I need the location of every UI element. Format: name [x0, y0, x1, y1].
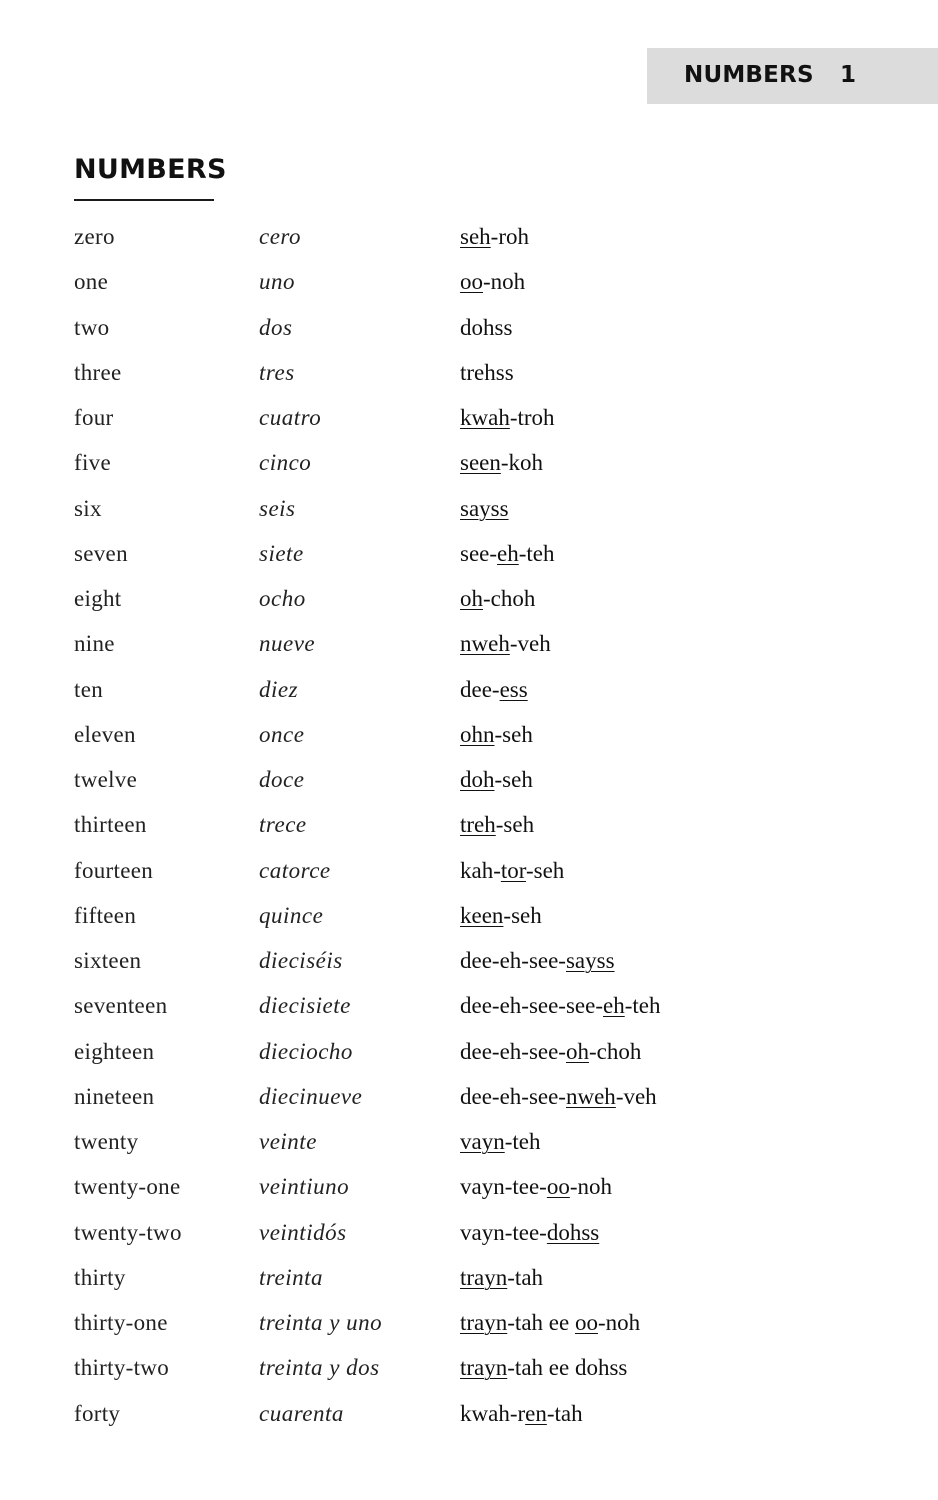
- english-word: forty: [74, 1400, 121, 1426]
- spanish-word: treinta y uno: [259, 1310, 383, 1335]
- english-word: thirty-two: [74, 1355, 169, 1381]
- english-word: twelve: [74, 767, 138, 792]
- spanish-word: cuatro: [259, 405, 322, 430]
- english-word: one: [74, 269, 109, 295]
- pronunciation: [460, 1037, 641, 1067]
- stressed-syllable: eh: [497, 540, 519, 566]
- english-word: five: [74, 450, 111, 476]
- syllable: -roh: [490, 224, 529, 249]
- pronunciation: [460, 222, 529, 252]
- english-word: fourteen: [74, 857, 154, 883]
- stressed-syllable: oh: [460, 586, 483, 611]
- syllable: -noh: [597, 1310, 641, 1335]
- syllable: -teh: [504, 1129, 541, 1154]
- vocabulary-row: [0, 991, 938, 1036]
- pronunciation: [460, 1218, 599, 1248]
- pronunciation: [460, 1399, 583, 1429]
- english-word: eight: [74, 586, 122, 611]
- spanish-word: veintiuno: [259, 1174, 350, 1200]
- stressed-syllable: nweh: [460, 631, 510, 657]
- stressed-syllable: oo: [546, 1174, 570, 1200]
- vocabulary-row: [0, 946, 938, 991]
- spanish-word: veintidós: [259, 1219, 347, 1245]
- syllable: dee-eh-see-: [460, 948, 566, 973]
- vocabulary-row: [0, 765, 938, 810]
- stressed-syllable: sayss: [565, 948, 615, 973]
- syllable: kwah-r: [460, 1400, 526, 1426]
- english-word: nineteen: [74, 1083, 155, 1109]
- syllable: kah-: [460, 857, 501, 883]
- stressed-syllable: dohss: [546, 1219, 600, 1245]
- english-word: eighteen: [74, 1038, 155, 1064]
- vocabulary-list: [0, 222, 938, 1444]
- vocabulary-row: [0, 267, 938, 312]
- syllable: trehss: [460, 359, 514, 385]
- syllable: dee-eh-see-: [460, 1083, 566, 1109]
- pronunciation: [460, 1082, 657, 1112]
- spanish-word: tres: [259, 359, 295, 385]
- spanish-word: dos: [259, 314, 293, 340]
- english-word: three: [74, 359, 122, 385]
- vocabulary-row: [0, 539, 938, 584]
- vocabulary-row: [0, 494, 938, 539]
- syllable: -veh: [509, 631, 551, 657]
- stressed-syllable: seen: [460, 450, 501, 476]
- pronunciation: [460, 856, 564, 886]
- pronunciation: [460, 267, 525, 297]
- pronunciation: [460, 1353, 627, 1383]
- syllable: -seh: [525, 857, 565, 883]
- pronunciation: [460, 1263, 543, 1293]
- stressed-syllable: seh: [460, 224, 491, 249]
- vocabulary-row: [0, 1263, 938, 1308]
- syllable: -seh: [503, 902, 542, 928]
- syllable: -teh: [518, 540, 555, 566]
- running-head: [647, 48, 938, 104]
- vocabulary-row: [0, 1353, 938, 1398]
- vocabulary-row: [0, 584, 938, 629]
- stressed-syllable: trayn: [460, 1310, 508, 1335]
- english-word: nine: [74, 631, 115, 657]
- syllable: -seh: [495, 812, 535, 838]
- stressed-syllable: tor: [500, 857, 526, 883]
- vocabulary-row: [0, 1172, 938, 1217]
- english-word: ten: [74, 676, 103, 702]
- spanish-word: diecisiete: [259, 993, 351, 1019]
- syllable: vayn-tee-: [460, 1174, 547, 1200]
- vocabulary-row: [0, 1082, 938, 1127]
- stressed-syllable: oh: [565, 1038, 589, 1064]
- spanish-word: siete: [259, 540, 304, 566]
- pronunciation: [460, 1308, 640, 1338]
- syllable: -tah ee: [507, 1310, 575, 1335]
- english-word: twenty-two: [74, 1219, 182, 1245]
- pronunciation: [460, 448, 543, 478]
- spanish-word: ocho: [259, 586, 306, 611]
- spanish-word: veinte: [259, 1129, 317, 1154]
- syllable: vayn-tee-: [460, 1219, 547, 1245]
- syllable: -choh: [483, 586, 536, 611]
- spanish-word: diecinueve: [259, 1083, 363, 1109]
- vocabulary-row: [0, 448, 938, 493]
- pronunciation: [460, 991, 660, 1021]
- vocabulary-row: [0, 629, 938, 674]
- pronunciation: [460, 765, 533, 795]
- english-word: sixteen: [74, 948, 142, 973]
- stressed-syllable: eh: [603, 993, 625, 1019]
- english-word: four: [74, 405, 114, 430]
- pronunciation: [460, 629, 551, 659]
- english-word: thirty-one: [74, 1310, 168, 1335]
- stressed-syllable: trayn: [460, 1355, 508, 1381]
- stressed-syllable: keen: [460, 902, 504, 928]
- syllable: -noh: [569, 1174, 613, 1200]
- stressed-syllable: ess: [499, 676, 528, 702]
- stressed-syllable: treh: [460, 812, 496, 838]
- stressed-syllable: ohn: [460, 721, 495, 747]
- english-word: zero: [74, 224, 115, 249]
- english-word: twenty-one: [74, 1174, 181, 1200]
- pronunciation: [460, 584, 535, 614]
- vocabulary-row: [0, 901, 938, 946]
- english-word: eleven: [74, 721, 136, 747]
- stressed-syllable: oo: [460, 269, 483, 295]
- syllable: dee-: [460, 676, 500, 702]
- vocabulary-row: [0, 675, 938, 720]
- english-word: thirteen: [74, 812, 147, 838]
- english-word: two: [74, 314, 110, 340]
- syllable: -choh: [588, 1038, 642, 1064]
- syllable: see-: [460, 540, 498, 566]
- stressed-syllable: vayn: [460, 1129, 505, 1154]
- spanish-word: nueve: [259, 631, 316, 657]
- pronunciation: [460, 810, 534, 840]
- syllable: -tah ee dohss: [507, 1355, 628, 1381]
- english-word: seven: [74, 540, 128, 566]
- pronunciation: [460, 946, 615, 976]
- stressed-syllable: doh: [460, 767, 495, 792]
- syllable: -seh: [494, 767, 533, 792]
- vocabulary-row: [0, 1308, 938, 1353]
- vocabulary-row: [0, 358, 938, 403]
- spanish-word: quince: [259, 902, 324, 928]
- vocabulary-row: [0, 1399, 938, 1444]
- stressed-syllable: en: [525, 1400, 547, 1426]
- vocabulary-row: [0, 403, 938, 448]
- stressed-syllable: trayn: [460, 1264, 508, 1290]
- section-title-rule: [74, 199, 214, 201]
- pronunciation: [460, 403, 555, 433]
- syllable: dohss: [460, 314, 513, 340]
- spanish-word: cinco: [259, 450, 312, 476]
- stressed-syllable: oo: [574, 1310, 598, 1335]
- syllable: -seh: [494, 721, 533, 747]
- vocabulary-row: [0, 1127, 938, 1172]
- spanish-word: trece: [259, 812, 307, 838]
- syllable: -veh: [615, 1083, 657, 1109]
- pronunciation: [460, 494, 509, 524]
- pronunciation: [460, 539, 555, 569]
- spanish-word: dieciséis: [259, 948, 343, 973]
- pronunciation: [460, 675, 528, 705]
- spanish-word: cero: [259, 224, 302, 249]
- english-word: seventeen: [74, 993, 168, 1019]
- pronunciation: [460, 313, 512, 343]
- syllable: -tah: [507, 1264, 544, 1290]
- spanish-word: doce: [259, 767, 305, 792]
- running-head-title: NUMBERS: [684, 62, 814, 88]
- spanish-word: cuarenta: [259, 1400, 344, 1426]
- stressed-syllable: sayss: [460, 495, 509, 521]
- spanish-word: dieciocho: [259, 1038, 353, 1064]
- english-word: fifteen: [74, 902, 137, 928]
- pronunciation: [460, 1127, 540, 1157]
- english-word: thirty: [74, 1264, 126, 1290]
- spanish-word: diez: [259, 676, 299, 702]
- english-word: twenty: [74, 1129, 139, 1154]
- pronunciation: [460, 1172, 612, 1202]
- spanish-word: uno: [259, 269, 295, 295]
- pronunciation: [460, 901, 542, 931]
- page-number: 1: [840, 62, 857, 88]
- spanish-word: once: [259, 721, 305, 747]
- stressed-syllable: nweh: [565, 1083, 616, 1109]
- pronunciation: [460, 720, 533, 750]
- english-word: six: [74, 495, 102, 521]
- syllable: dee-eh-see-: [460, 1038, 566, 1064]
- spanish-word: treinta y dos: [259, 1355, 380, 1381]
- vocabulary-row: [0, 810, 938, 855]
- syllable: dee-eh-see-see-: [460, 993, 603, 1019]
- stressed-syllable: kwah: [460, 405, 510, 430]
- vocabulary-row: [0, 720, 938, 765]
- spanish-word: treinta: [259, 1264, 323, 1290]
- syllable: -troh: [509, 405, 555, 430]
- vocabulary-row: [0, 1218, 938, 1263]
- vocabulary-row: [0, 856, 938, 901]
- vocabulary-row: [0, 1037, 938, 1082]
- syllable: -koh: [500, 450, 544, 476]
- pronunciation: [460, 358, 514, 388]
- vocabulary-row: [0, 222, 938, 267]
- vocabulary-row: [0, 313, 938, 358]
- syllable: -tah: [546, 1400, 583, 1426]
- spanish-word: seis: [259, 495, 296, 521]
- section-title: NUMBERS: [74, 154, 227, 185]
- spanish-word: catorce: [259, 857, 331, 883]
- syllable: -teh: [624, 993, 661, 1019]
- syllable: -noh: [483, 269, 526, 295]
